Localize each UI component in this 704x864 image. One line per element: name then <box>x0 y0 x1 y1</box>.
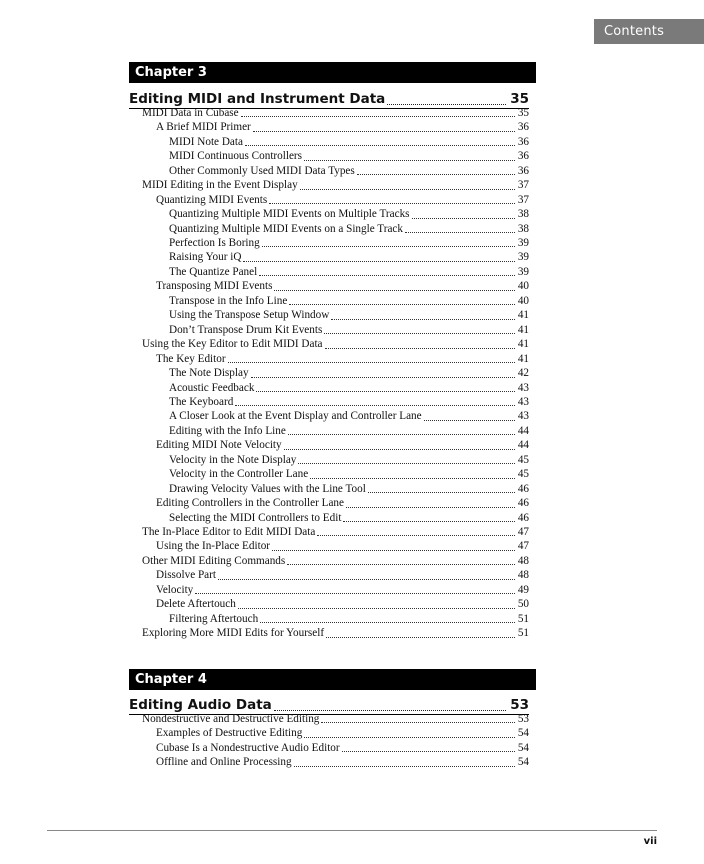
chapter-title-text: Editing MIDI and Instrument Data <box>129 91 386 107</box>
toc-entry-page: 54 <box>517 756 529 769</box>
toc-entry[interactable] <box>156 540 529 554</box>
chapter-page-number: 53 <box>510 697 529 713</box>
dot-leader <box>251 377 515 378</box>
toc-entry[interactable] <box>142 626 529 640</box>
toc-entry[interactable] <box>169 294 529 308</box>
dot-leader <box>259 275 515 276</box>
toc-entry-title: Selecting the MIDI Controllers to Edit <box>169 511 342 524</box>
dot-leader <box>287 564 515 565</box>
toc-entry-page: 36 <box>517 150 529 163</box>
toc-entry-title: Nondestructive and Destructive Editing <box>142 712 320 725</box>
toc-entry[interactable] <box>156 741 529 755</box>
toc-entry-title: Examples of Destructive Editing <box>156 727 303 740</box>
dot-leader <box>272 550 515 551</box>
toc-entry-page: 49 <box>517 583 529 596</box>
toc-entry-title: Using the In-Place Editor <box>156 540 271 553</box>
page-number: vii <box>643 836 657 847</box>
toc-entry-title: MIDI Note Data <box>169 135 243 148</box>
dot-leader <box>405 232 515 233</box>
toc-entry-title: Using the Key Editor to Edit MIDI Data <box>142 338 323 351</box>
toc-entry-page: 42 <box>517 367 529 380</box>
dot-leader <box>260 622 515 623</box>
toc-entry-page: 36 <box>517 121 529 134</box>
dot-leader <box>235 405 515 406</box>
toc-entry[interactable] <box>142 525 529 539</box>
toc-entry[interactable] <box>169 381 529 395</box>
toc-entry-title: Acoustic Feedback <box>169 381 255 394</box>
toc-entry-page: 45 <box>517 453 529 466</box>
chapter-4-bar: Chapter 4 <box>129 669 536 690</box>
dot-leader <box>288 434 515 435</box>
toc-entry-title: The Key Editor <box>156 352 226 365</box>
toc-entry-title: Quantizing Multiple MIDI Events on Multiple Tracks <box>169 208 410 221</box>
dot-leader <box>304 737 514 738</box>
dot-leader <box>357 174 515 175</box>
toc-entry-page: 35 <box>517 106 529 119</box>
toc-entry[interactable] <box>169 511 529 525</box>
dot-leader <box>368 492 515 493</box>
dot-leader <box>269 203 515 204</box>
toc-entry-page: 48 <box>517 554 529 567</box>
toc-entry-page: 41 <box>517 352 529 365</box>
toc-entry-title: MIDI Editing in the Event Display <box>142 179 298 192</box>
toc-entry-title: Transposing MIDI Events <box>156 280 273 293</box>
dot-leader <box>343 521 514 522</box>
toc-entry-page: 43 <box>517 381 529 394</box>
toc-entry-page: 46 <box>517 482 529 495</box>
dot-leader <box>274 710 506 711</box>
toc-entry-page: 51 <box>517 627 529 640</box>
toc-entry-title: Transpose in the Info Line <box>169 294 288 307</box>
toc-entry[interactable] <box>169 467 529 481</box>
dot-leader <box>298 463 514 464</box>
toc-entry-page: 46 <box>517 497 529 510</box>
toc-entry[interactable] <box>169 366 529 380</box>
toc-entry-page: 39 <box>517 265 529 278</box>
toc-entry-page: 40 <box>517 280 529 293</box>
dot-leader <box>304 160 515 161</box>
toc-entry-page: 38 <box>517 208 529 221</box>
toc-entry-title: The In-Place Editor to Edit MIDI Data <box>142 526 316 539</box>
toc-entry-page: 47 <box>517 526 529 539</box>
toc-entry-title: Dissolve Part <box>156 569 216 582</box>
toc-entry[interactable] <box>169 265 529 279</box>
toc-entry[interactable] <box>156 755 529 769</box>
toc-entry-page: 36 <box>517 164 529 177</box>
toc-entry-page: 41 <box>517 338 529 351</box>
toc-entry-page: 50 <box>517 598 529 611</box>
toc-entry-title: The Keyboard <box>169 395 234 408</box>
dot-leader <box>256 391 514 392</box>
toc-entry[interactable] <box>169 482 529 496</box>
toc-entry-title: Offline and Online Processing <box>156 756 292 769</box>
toc-entry-title: The Quantize Panel <box>169 265 258 278</box>
toc-entry-page: 41 <box>517 309 529 322</box>
toc-entry-page: 43 <box>517 410 529 423</box>
toc-entry-title: A Brief MIDI Primer <box>156 121 251 134</box>
dot-leader <box>289 304 515 305</box>
toc-entry[interactable] <box>142 106 529 120</box>
toc-entry-page: 38 <box>517 222 529 235</box>
dot-leader <box>262 246 515 247</box>
toc-entry-title: Using the Transpose Setup Window <box>169 309 330 322</box>
toc-entry[interactable] <box>156 496 529 510</box>
dot-leader <box>238 608 515 609</box>
dot-leader <box>228 362 515 363</box>
toc-entry-page: 48 <box>517 569 529 582</box>
toc-entry-page: 39 <box>517 237 529 250</box>
toc-entry[interactable] <box>156 726 529 740</box>
toc-entry[interactable] <box>142 712 529 726</box>
toc-entry[interactable] <box>169 409 529 423</box>
toc-entry-title: Perfection Is Boring <box>169 237 260 250</box>
toc-entry-title: Velocity in the Note Display <box>169 453 297 466</box>
toc-entry[interactable] <box>156 279 529 293</box>
dot-leader <box>243 261 514 262</box>
dot-leader <box>424 420 515 421</box>
toc-entry-title: Cubase Is a Nondestructive Audio Editor <box>156 741 340 754</box>
toc-entry-page: 36 <box>517 135 529 148</box>
footer-rule <box>47 830 657 831</box>
toc-entry[interactable] <box>169 453 529 467</box>
dot-leader <box>310 478 515 479</box>
dot-leader <box>274 290 514 291</box>
toc-entry-page: 51 <box>517 612 529 625</box>
toc-entry-title: Editing MIDI Note Velocity <box>156 439 282 452</box>
toc-entry[interactable] <box>169 149 529 163</box>
toc-entry[interactable] <box>142 554 529 568</box>
toc-entry-page: 40 <box>517 294 529 307</box>
toc-entry[interactable] <box>156 568 529 582</box>
toc-entry-page: 45 <box>517 468 529 481</box>
dot-leader <box>300 189 515 190</box>
dot-leader <box>346 507 515 508</box>
dot-leader <box>342 751 515 752</box>
toc-entry[interactable] <box>156 597 529 611</box>
toc-entry-page: 37 <box>517 179 529 192</box>
toc-entry-title: Editing Controllers in the Controller Lane <box>156 497 344 510</box>
toc-entry[interactable] <box>169 612 529 626</box>
toc-entry[interactable] <box>169 222 529 236</box>
dot-leader <box>241 116 515 117</box>
dot-leader <box>253 131 515 132</box>
chapter-3-bar: Chapter 3 <box>129 62 536 83</box>
toc-entry[interactable] <box>169 323 529 337</box>
toc-entry[interactable] <box>142 337 529 351</box>
dot-leader <box>284 449 515 450</box>
toc-entry-title: Other MIDI Editing Commands <box>142 554 286 567</box>
toc-entry[interactable] <box>156 120 529 134</box>
toc-entry[interactable] <box>156 583 529 597</box>
dot-leader <box>387 104 506 105</box>
toc-entry-page: 54 <box>517 741 529 754</box>
toc-entry[interactable] <box>156 352 529 366</box>
toc-entry[interactable] <box>169 395 529 409</box>
toc-entry[interactable] <box>169 251 529 265</box>
toc-entry[interactable] <box>156 193 529 207</box>
chapter-page-number: 35 <box>510 91 529 107</box>
toc-entry[interactable] <box>169 135 529 149</box>
toc-entry-page: 46 <box>517 511 529 524</box>
toc-entry-title: Drawing Velocity Values with the Line Tool <box>169 482 366 495</box>
toc-entry-title: The Note Display <box>169 367 249 380</box>
toc-entry[interactable] <box>142 178 529 192</box>
dot-leader <box>325 348 515 349</box>
contents-tab: Contents <box>594 19 704 44</box>
chapter-title-text: Editing Audio Data <box>129 697 272 713</box>
toc-entry[interactable] <box>169 207 529 221</box>
dot-leader <box>412 218 515 219</box>
dot-leader <box>324 333 514 334</box>
toc-entry-page: 43 <box>517 395 529 408</box>
toc-entry-title: Raising Your iQ <box>169 251 242 264</box>
toc-entry[interactable] <box>169 424 529 438</box>
dot-leader <box>331 319 514 320</box>
toc-entry-title: MIDI Data in Cubase <box>142 106 239 119</box>
dot-leader <box>245 145 515 146</box>
toc-entry-title: Don’t Transpose Drum Kit Events <box>169 323 323 336</box>
toc-entry-title: MIDI Continuous Controllers <box>169 150 303 163</box>
toc-entry-title: Exploring More MIDI Edits for Yourself <box>142 627 325 640</box>
toc-entry-title: Quantizing Multiple MIDI Events on a Single Track <box>169 222 403 235</box>
toc-entry-page: 41 <box>517 323 529 336</box>
dot-leader <box>294 766 515 767</box>
toc-entry-title: A Closer Look at the Event Display and Controller Lane <box>169 410 422 423</box>
toc-entry-page: 44 <box>517 424 529 437</box>
dot-leader <box>321 722 514 723</box>
toc-entry-title: Delete Aftertouch <box>156 598 236 611</box>
toc-entry-page: 47 <box>517 540 529 553</box>
toc-entry-title: Other Commonly Used MIDI Data Types <box>169 164 355 177</box>
toc-entry-page: 37 <box>517 193 529 206</box>
toc-entry-page: 54 <box>517 727 529 740</box>
toc-entry-title: Velocity <box>156 583 194 596</box>
dot-leader <box>195 593 515 594</box>
toc-entry-title: Filtering Aftertouch <box>169 612 259 625</box>
toc-entry-page: 39 <box>517 251 529 264</box>
dot-leader <box>218 579 515 580</box>
toc-entry[interactable] <box>169 236 529 250</box>
toc-entry-title: Quantizing MIDI Events <box>156 193 268 206</box>
toc-entry-page: 53 <box>517 712 529 725</box>
toc-entry-page: 44 <box>517 439 529 452</box>
toc-entry[interactable] <box>156 438 529 452</box>
toc-entry[interactable] <box>169 308 529 322</box>
toc-entry[interactable] <box>169 164 529 178</box>
dot-leader <box>317 535 514 536</box>
toc-entry-title: Velocity in the Controller Lane <box>169 468 309 481</box>
toc-entry-title: Editing with the Info Line <box>169 424 286 437</box>
dot-leader <box>326 637 515 638</box>
